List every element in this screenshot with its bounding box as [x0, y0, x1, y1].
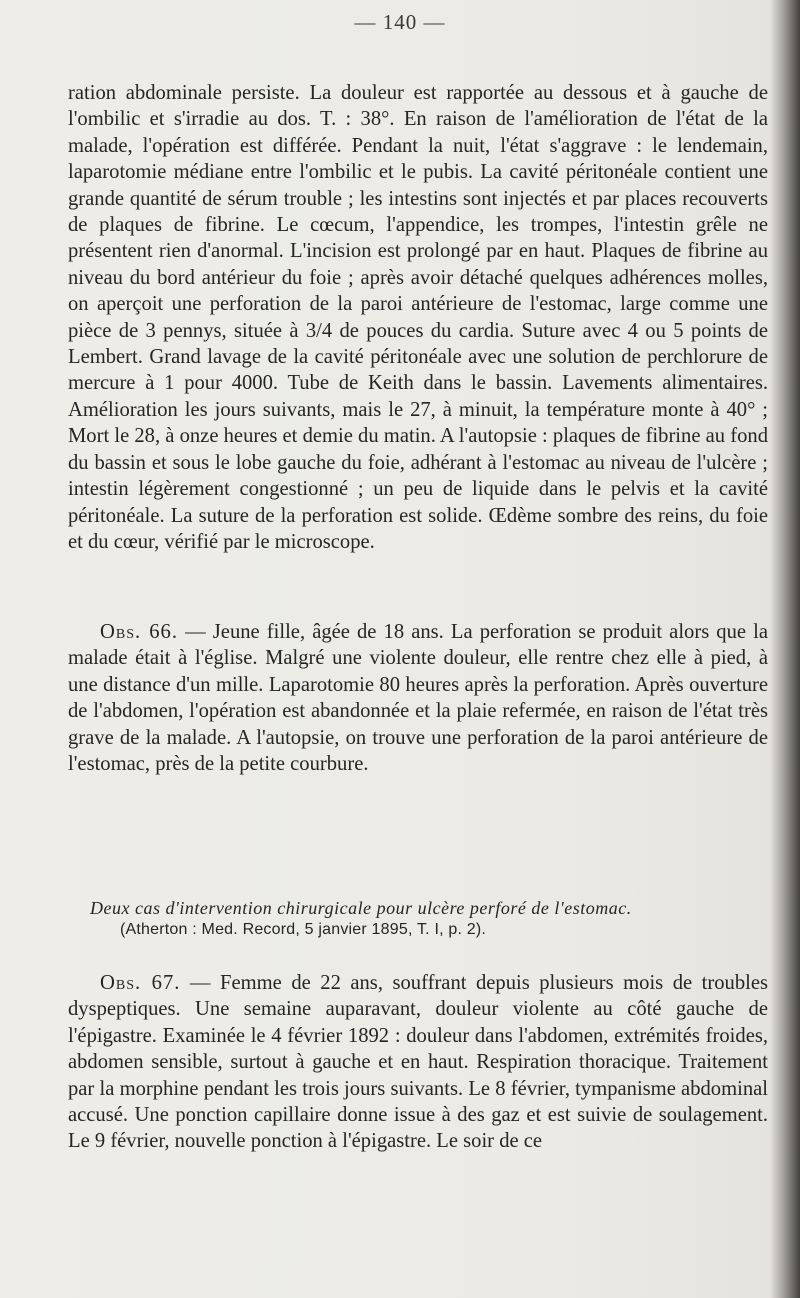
section-title: Deux cas d'intervention chirurgicale pour ulcère perforé de l'estomac. — [90, 898, 632, 918]
observation-label: Obs. 67. — [100, 972, 181, 994]
paragraph-continuation — [68, 80, 768, 555]
page-number: — 140 — — [354, 10, 446, 34]
observation-text: — Femme de 22 ans, souffrant depuis plusieurs mois de troubles dyspeptiques. Une semaine auparavant, douleur violente au côté gauche de l'épigastre. Examinée le 4 février 1892 : douleur dans l'abdomen, extrémités froides, abdomen sensible, surtout à gauche et en haut. Respiration thoracique. Traitement par la morphine pendant les trois jours suivants. Le 8 février, tympanisme abdominal accusé. Une ponction capillaire donne issue à des gaz et est suivie de soulagement. Le 9 février, nouvelle ponction à l'épigastre. Le soir de ce — [68, 972, 768, 1153]
observation-text: — Jeune fille, âgée de 18 ans. La perforation se produit alors que la malade était à l'église. Malgré une violente douleur, elle rentre chez elle à pied, à une distance d'un mille. Laparotomie 80 heures après la perforation. Après ouverture de l'abdomen, l'opération est abandonnée et la plaie refermée, en raison de l'état très grave de la malade. A l'autopsie, on trouve une perforation de la paroi antérieure de l'estomac, près de la petite courbure. — [68, 621, 768, 776]
observation-66 — [68, 619, 768, 777]
section-source: (Atherton : Med. Record, 5 janvier 1895, T. I, p. 2). — [120, 921, 487, 938]
section-heading — [90, 897, 770, 941]
observation-67 — [68, 970, 768, 1155]
paragraph-text: ration abdominale persiste. La douleur est rapportée au dessous et à gauche de l'ombilic et s'irradie au dos. T. : 38°. En raison de l'amélioration de l'état de la malade, l'opération est différée. Pendant la nuit, l'état s'aggrave : le lendemain, laparotomie médiane entre l'ombilic et le pubis. La cavité péritonéale contient une grande quantité de sérum trouble ; les intestins sont injectés et par places recouverts de plaques de fibrine. Le cœcum, l'appendice, les trompes, l'intestin grêle ne présentent rien d'anormal. L'incision est prolongé par en haut. Plaques de fibrine au niveau du bord antérieur du foie ; après avoir détaché quelques adhérences molles, on aperçoit une perforation de la paroi antérieure de l'estomac, large comme une pièce de 3 pennys, située à 3/4 de pouces du cardia. Suture avec 4 ou 5 points de Lembert. Grand lavage de la cavité péritonéale avec une solution de perchlorure de mercure à 1 pour 4000. Tube de Keith dans le bassin. Lavements alimentaires. Amélioration les jours suivants, mais le 27, à minuit, la température monte à 40° ; Mort le 28, à onze heures et demie du matin. A l'autopsie : plaques de fibrine au fond du bassin et sous le lobe gauche du foie, adhérant à l'estomac au niveau de l'ulcère ; intestin légèrement congestionné ; un peu de liquide dans le pelvis et la cavité péritonéale. La suture de la perforation est solide. Œdème sombre des reins, du foie et du cœur, vérifié par le microscope. — [68, 82, 768, 553]
page-edge-shadow — [770, 0, 800, 1298]
observation-label: Obs. 66. — [100, 621, 178, 643]
